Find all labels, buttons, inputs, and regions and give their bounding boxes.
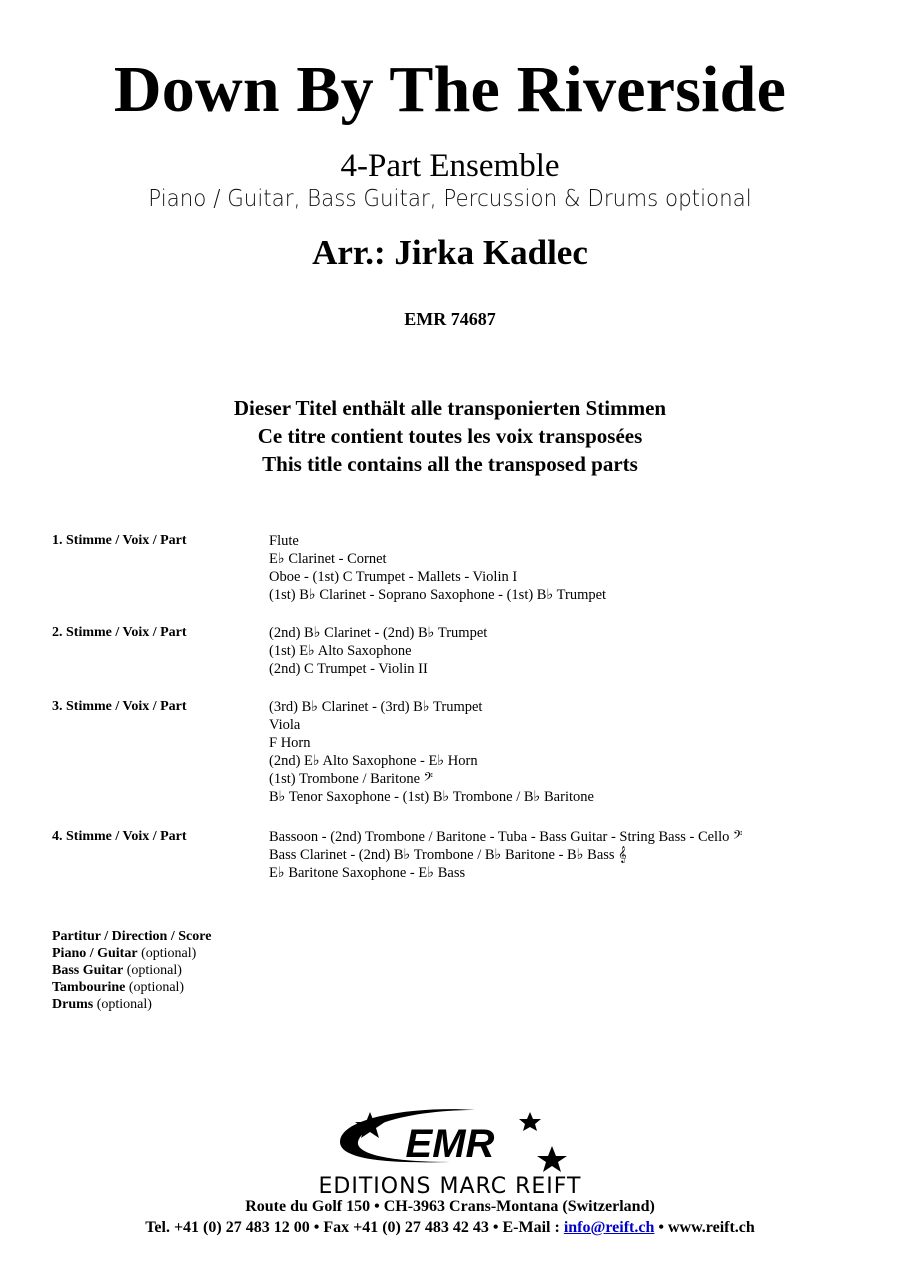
- part-1-list: [269, 532, 606, 604]
- part-1-line: Oboe - (1st) C Trumpet - Mallets - Violin I: [269, 569, 518, 585]
- part-1-line: E♭ Clarinet - Cornet: [269, 551, 387, 567]
- notice-english: This title contains all the transposed parts: [262, 452, 638, 476]
- separator: •: [313, 1219, 320, 1236]
- part-2-line: (1st) E♭ Alto Saxophone: [269, 643, 412, 659]
- telephone: Tel. +41 (0) 27 483 12 00: [145, 1219, 310, 1236]
- separator: •: [492, 1219, 499, 1236]
- extra-part-note: (optional): [96, 997, 152, 1012]
- part-3-line: (1st) Trombone / Baritone 𝄢: [269, 771, 433, 787]
- extra-part-name: Piano / Guitar: [52, 946, 138, 961]
- part-1-line: Flute: [269, 533, 299, 549]
- part-3-list: [269, 698, 594, 806]
- part-1-label: 1. Stimme / Voix / Part: [52, 533, 187, 548]
- extra-part-name: Drums: [52, 997, 94, 1012]
- part-4-list: [269, 828, 742, 882]
- part-3-line: F Horn: [269, 735, 311, 751]
- fax: Fax +41 (0) 27 483 42 43: [323, 1219, 489, 1236]
- part-3-label: 3. Stimme / Voix / Part: [52, 699, 187, 714]
- extra-part-note: (optional): [128, 980, 185, 995]
- extra-part-note: (optional): [126, 963, 182, 978]
- instrumentation: Piano / Guitar, Bass Guitar, Percussion & Drums optional: [148, 186, 752, 212]
- subtitle: 4-Part Ensemble: [340, 148, 560, 184]
- additional-parts-list: [52, 928, 211, 1013]
- extra-part-drums: [52, 996, 211, 1013]
- part-3-line: Viola: [269, 717, 301, 733]
- extra-part-name: Bass Guitar: [52, 963, 124, 978]
- part-2-line: (2nd) C Trumpet - Violin II: [269, 661, 428, 677]
- logo-emr-text: EMR: [405, 1122, 495, 1166]
- part-3-line: B♭ Tenor Saxophone - (1st) B♭ Trombone / B♭ Baritone: [269, 789, 594, 805]
- extra-part-score: [52, 928, 211, 945]
- website-link[interactable]: www.reift.ch: [668, 1219, 755, 1236]
- part-2-list: [269, 624, 487, 678]
- extra-part-name: Tambourine: [52, 980, 126, 995]
- extra-part-piano: [52, 945, 211, 962]
- part-3-line: (2nd) E♭ Alto Saxophone - E♭ Horn: [269, 753, 478, 769]
- part-3-line: (3rd) B♭ Clarinet - (3rd) B♭ Trumpet: [269, 699, 483, 715]
- notice-french: Ce titre contient toutes les voix transposées: [257, 424, 643, 448]
- catalog-number: EMR 74687: [404, 309, 496, 329]
- email-label: E-Mail :: [502, 1219, 560, 1236]
- part-4-line: Bassoon - (2nd) Trombone / Baritone - Tuba - Bass Guitar - String Bass - Cello 𝄢: [269, 829, 743, 845]
- publisher-logo: [300, 1102, 600, 1198]
- extra-part-note: (optional): [141, 946, 197, 961]
- email-link[interactable]: info@reift.ch: [563, 1219, 655, 1236]
- publisher-address: Route du Golf 150 • CH-3963 Crans-Montana (Switzerland): [245, 1198, 655, 1215]
- notice-german: Dieser Titel enthält alle transponierten Stimmen: [233, 396, 667, 420]
- part-2-label: 2. Stimme / Voix / Part: [52, 625, 187, 640]
- extra-part-tambourine: [52, 979, 211, 996]
- arranger: Arr.: Jirka Kadlec: [312, 233, 588, 272]
- extra-part-bass-guitar: [52, 962, 211, 979]
- extra-part-name: Partitur / Direction / Score: [52, 929, 212, 944]
- separator: •: [658, 1219, 664, 1236]
- part-4-line: E♭ Baritone Saxophone - E♭ Bass: [269, 865, 466, 881]
- part-4-label: 4. Stimme / Voix / Part: [52, 829, 187, 844]
- logo-publisher-name: EDITIONS MARC REIFT: [318, 1174, 582, 1198]
- part-1-line: (1st) B♭ Clarinet - Soprano Saxophone - (1st) B♭ Trumpet: [269, 587, 607, 603]
- part-4-line: Bass Clarinet - (2nd) B♭ Trombone / B♭ Baritone - B♭ Bass 𝄞: [269, 847, 627, 863]
- part-2-line: (2nd) B♭ Clarinet - (2nd) B♭ Trumpet: [269, 625, 488, 641]
- publisher-contact: [0, 1219, 900, 1237]
- score-title: Down By The Riverside: [113, 53, 787, 126]
